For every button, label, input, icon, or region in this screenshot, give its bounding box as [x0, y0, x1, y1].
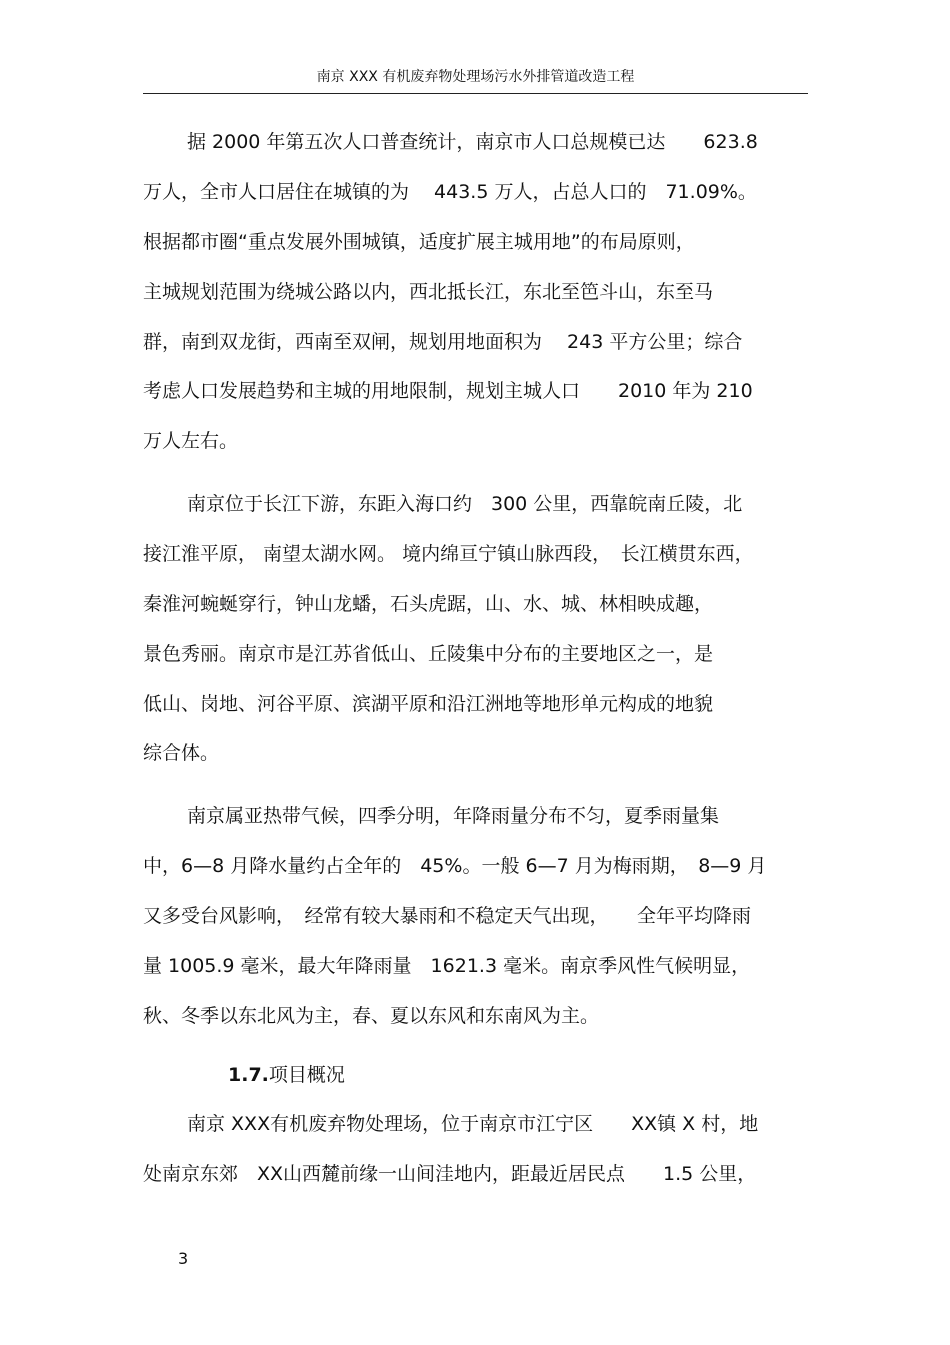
- paragraph-line: 万人，全市人口居住在城镇的为 443.5 万人，占总人口的 71.09%。: [143, 181, 757, 203]
- section-title: 项目概况: [268, 1064, 345, 1086]
- paragraph-line: 南京位于长江下游，东距入海口约 300 公里，西靠皖南丘陵，北: [187, 493, 743, 515]
- paragraph-line: 考虑人口发展趋势和主城的用地限制，规划主城人口 2010 年为 210: [143, 380, 753, 402]
- paragraph-line: 低山、岗地、河谷平原、滨湖平原和沿江洲地等地形单元构成的地貌: [143, 693, 714, 715]
- paragraph-line: 据 2000 年第五次人口普查统计，南京市人口总规模已达 623.8: [187, 131, 758, 153]
- paragraph-line: 南京 XXX有机废弃物处理场，位于南京市江宁区 XX镇 X 村，地: [187, 1113, 759, 1135]
- paragraph-line: 根据都市圈“重点发展外围城镇，适度扩展主城用地”的布局原则，: [143, 231, 695, 253]
- paragraph-line: 万人左右。: [143, 430, 239, 452]
- paragraph-line: 秦淮河蜿蜒穿行，钟山龙蟠，石头虎踞，山、水、城、林相映成趣，: [143, 593, 714, 615]
- section-number: 1.7.: [228, 1064, 269, 1086]
- running-header: 南京 XXX 有机废弃物处理场污水外排管道改造工程: [316, 69, 635, 85]
- paragraph-line: 综合体。: [143, 742, 220, 764]
- section-heading: [228, 1062, 345, 1088]
- paragraph-line: 景色秀丽。南京市是江苏省低山、丘陵集中分布的主要地区之一，是: [143, 643, 714, 665]
- paragraph-line: 又多受台风影响， 经常有较大暴雨和不稳定天气出现， 全年平均降雨: [143, 905, 752, 927]
- paragraph-line: 南京属亚热带气候，四季分明，年降雨量分布不匀，夏季雨量集: [187, 805, 720, 827]
- paragraph-line: 群，南到双龙街，西南至双闸，规划用地面积为 243 平方公里；综合: [143, 331, 743, 353]
- page-number: 3: [178, 1249, 189, 1268]
- paragraph-line: 秋、冬季以东北风为主，春、夏以东风和东南风为主。: [143, 1005, 600, 1027]
- paragraph-line: 中，6—8 月降水量约占全年的 45%。一般 6—7 月为梅雨期， 8—9 月: [143, 855, 767, 877]
- paragraph-line: 接江淮平原， 南望太湖水网。 境内绵亘宁镇山脉西段， 长江横贯东西，: [143, 543, 754, 565]
- paragraph-line: 处南京东郊 XX山西麓前缘一山间洼地内，距最近居民点 1.5 公里，: [143, 1163, 757, 1185]
- paragraph-line: 主城规划范围为绕城公路以内，西北抵长江，东北至笆斗山，东至马: [143, 281, 714, 303]
- paragraph-line: 量 1005.9 毫米，最大年降雨量 1621.3 毫米。南京季风性气候明显，: [143, 955, 751, 977]
- header-divider: [143, 93, 808, 94]
